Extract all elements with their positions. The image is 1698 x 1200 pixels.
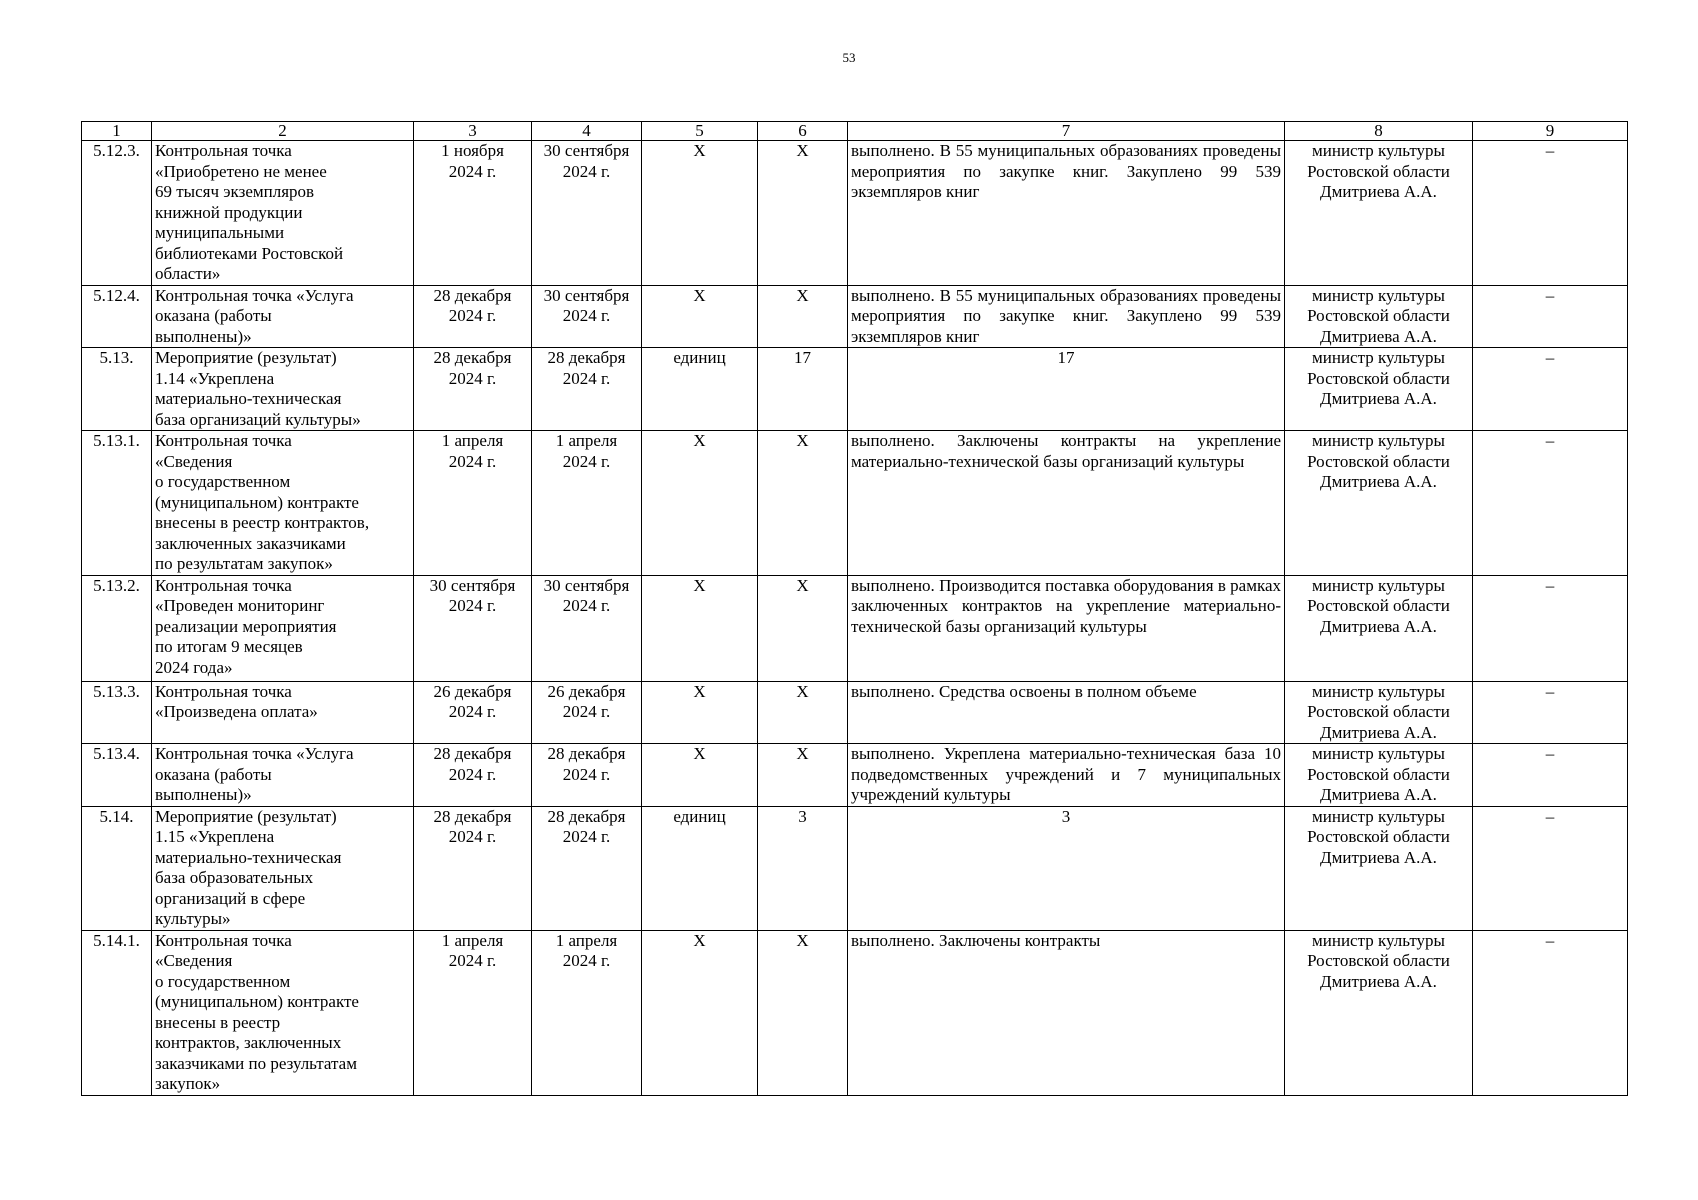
row-unit [642, 285, 758, 348]
row-plan-date-text: 28 декабря 2024 г. [433, 744, 512, 784]
header-cell-3: 3 [414, 122, 532, 141]
row-plan-date-text: 1 апреля 2024 г. [441, 431, 504, 471]
row-fact-date-text: 30 сентября 2024 г. [543, 141, 630, 181]
row-value-text: Х [796, 285, 809, 305]
row-value-text: Х [796, 681, 809, 701]
row-fact-date [532, 285, 642, 348]
row-fact-date-text: 26 декабря 2024 г. [547, 681, 626, 721]
row-value-text: Х [796, 575, 809, 595]
row-plan-date-text: 1 ноября 2024 г. [441, 141, 504, 181]
row-status-text: выполнено. В 55 муниципальных образованиях проведены мероприятия по закупке книг. Закуплено 99 539 экземпляров книг [851, 141, 1281, 201]
row-number-text: 5.13.4. [93, 744, 140, 763]
row-name [152, 681, 414, 744]
row-name-text: Контрольная точка «Сведения о государственном (муниципальном) контракте внесены в реестр контрактов, заключенных заказчиками по результатам закупок» [155, 431, 370, 573]
row-status-text: выполнено. В 55 муниципальных образованиях проведены мероприятия по закупке книг. Закуплено 99 539 экземпляров книг [851, 285, 1281, 346]
table-row [82, 575, 1628, 681]
row-number [82, 744, 152, 807]
table-row [82, 431, 1628, 576]
row-fact-date-text: 30 сентября 2024 г. [543, 285, 630, 325]
row-fact-date-text: 28 декабря 2024 г. [547, 348, 626, 388]
row-number-text: 5.13.1. [93, 431, 140, 450]
row-status-text: выполнено. Заключены контракты на укрепление материально-технической базы организаций культуры [851, 431, 1281, 471]
table-row [82, 285, 1628, 348]
row-name-text: Контрольная точка «Услуга оказана (работы выполнены)» [155, 285, 354, 346]
row-number [82, 930, 152, 1095]
row-number [82, 431, 152, 576]
row-status-text: выполнено. Средства освоены в полном объеме [851, 681, 1197, 701]
row-unit-text: Х [693, 431, 706, 450]
table-row [82, 348, 1628, 431]
row-plan-date [414, 681, 532, 744]
row-status-text: выполнено. Заключены контракты [851, 930, 1101, 950]
row-number-text: 5.13.2. [93, 575, 140, 595]
row-value-text: 3 [798, 806, 807, 826]
row-responsible-text: министр культуры Ростовской области Дмитриева А.А. [1307, 285, 1450, 346]
row-fact-date [532, 348, 642, 431]
row-plan-date [414, 930, 532, 1095]
row-fact-date-text: 1 апреля 2024 г. [555, 431, 618, 471]
row-number-text: 5.13.3. [93, 681, 140, 701]
row-number-text: 5.13. [99, 348, 134, 367]
row-unit [642, 431, 758, 576]
row-unit [642, 575, 758, 681]
row-fact-date-text: 1 апреля 2024 г. [555, 930, 618, 970]
row-unit [642, 806, 758, 930]
row-note [1473, 285, 1628, 348]
row-name-text: Мероприятие (результат) 1.15 «Укреплена материально-техническая база образовательных организаций в сфере культуры» [155, 806, 342, 928]
row-fact-date [532, 806, 642, 930]
row-responsible-text: министр культуры Ростовской области Дмитриева А.А. [1307, 348, 1450, 408]
row-name-text: Контрольная точка «Услуга оказана (работы выполнены)» [155, 744, 354, 804]
row-note-text: – [1545, 431, 1555, 450]
row-value-text: Х [796, 431, 809, 450]
row-responsible [1285, 930, 1473, 1095]
header-cell-6: 6 [758, 122, 848, 141]
row-status [848, 744, 1285, 807]
row-responsible-text: министр культуры Ростовской области Дмитриева А.А. [1307, 681, 1450, 742]
row-unit [642, 681, 758, 744]
row-note [1473, 348, 1628, 431]
row-fact-date [532, 744, 642, 807]
row-unit-text: Х [693, 930, 706, 950]
row-unit [642, 141, 758, 286]
row-note [1473, 575, 1628, 681]
row-plan-date-text: 30 сентября 2024 г. [429, 575, 516, 615]
row-unit-text: Х [693, 575, 706, 595]
row-unit-text: Х [693, 744, 706, 763]
row-plan-date [414, 806, 532, 930]
row-note-text: – [1545, 744, 1555, 763]
row-note [1473, 681, 1628, 744]
row-name [152, 806, 414, 930]
row-unit [642, 348, 758, 431]
row-value [758, 930, 848, 1095]
row-fact-date [532, 681, 642, 744]
header-cell-7: 7 [848, 122, 1285, 141]
row-name-text: Мероприятие (результат) 1.14 «Укреплена материально-техническая база организаций культуры» [155, 348, 361, 429]
header-row [82, 122, 1628, 141]
row-status [848, 348, 1285, 431]
row-status [848, 575, 1285, 681]
row-fact-date [532, 575, 642, 681]
row-unit-text: Х [693, 285, 706, 305]
row-plan-date [414, 141, 532, 286]
row-note [1473, 930, 1628, 1095]
row-name [152, 348, 414, 431]
header-cell-5: 5 [642, 122, 758, 141]
row-value [758, 744, 848, 807]
row-responsible-text: министр культуры Ростовской области Дмитриева А.А. [1307, 575, 1450, 636]
row-status-text: выполнено. Укреплена материально-техническая база 10 подведомственных учреждений и 7 муниципальных учреждений культуры [851, 744, 1281, 804]
row-plan-date [414, 575, 532, 681]
row-responsible-text: министр культуры Ростовской области Дмитриева А.А. [1307, 744, 1450, 804]
row-fact-date [532, 930, 642, 1095]
row-responsible [1285, 348, 1473, 431]
row-note-text: – [1545, 575, 1555, 595]
row-value-text: Х [796, 744, 809, 763]
row-responsible-text: министр культуры Ростовской области Дмитриева А.А. [1307, 806, 1450, 867]
row-note-text: – [1545, 285, 1555, 305]
row-unit-text: единиц [673, 806, 726, 826]
row-value-text: 17 [794, 348, 811, 367]
page-number: 53 [842, 50, 856, 65]
row-number [82, 285, 152, 348]
report-table [81, 121, 1628, 1096]
row-note-text: – [1545, 930, 1555, 950]
row-note-text: – [1545, 806, 1555, 826]
header-cell-2: 2 [152, 122, 414, 141]
row-plan-date-text: 28 декабря 2024 г. [433, 348, 512, 388]
row-value [758, 431, 848, 576]
row-unit-text: Х [693, 141, 706, 160]
row-status [848, 806, 1285, 930]
row-responsible [1285, 681, 1473, 744]
row-name-text: Контрольная точка «Приобретено не менее 69 тысяч экземпляров книжной продукции муниципальными библиотеками Ростовской области» [155, 141, 344, 283]
row-plan-date-text: 28 декабря 2024 г. [433, 806, 512, 846]
row-name [152, 141, 414, 286]
row-note [1473, 806, 1628, 930]
row-responsible [1285, 744, 1473, 807]
row-plan-date [414, 431, 532, 576]
row-note-text: – [1545, 681, 1555, 701]
row-note-text: – [1545, 348, 1555, 367]
row-number [82, 348, 152, 431]
row-value [758, 141, 848, 286]
row-value [758, 348, 848, 431]
row-responsible-text: министр культуры Ростовской области Дмитриева А.А. [1307, 431, 1450, 491]
row-value-text: Х [796, 141, 809, 160]
row-plan-date [414, 348, 532, 431]
header-cell-9: 9 [1473, 122, 1628, 141]
row-plan-date [414, 744, 532, 807]
row-number [82, 681, 152, 744]
row-name [152, 285, 414, 348]
row-status-text: 3 [1061, 806, 1071, 826]
row-unit [642, 930, 758, 1095]
table-row [82, 806, 1628, 930]
row-unit-text: Х [693, 681, 706, 701]
row-responsible-text: министр культуры Ростовской области Дмитриева А.А. [1307, 930, 1450, 991]
row-name [152, 431, 414, 576]
row-note [1473, 141, 1628, 286]
row-name [152, 575, 414, 681]
row-plan-date [414, 285, 532, 348]
row-number [82, 575, 152, 681]
row-number-text: 5.12.3. [93, 141, 140, 160]
row-fact-date [532, 431, 642, 576]
header-cell-1: 1 [82, 122, 152, 141]
row-number-text: 5.14.1. [93, 930, 140, 950]
table-row [82, 681, 1628, 744]
row-name-text: Контрольная точка «Сведения о государственном (муниципальном) контракте внесены в реестр контрактов, заключенных заказчиками по результатам закупок» [155, 930, 359, 1093]
row-unit [642, 744, 758, 807]
row-plan-date-text: 1 апреля 2024 г. [441, 930, 504, 970]
row-status-text: 17 [1057, 348, 1075, 367]
row-status [848, 681, 1285, 744]
row-responsible [1285, 141, 1473, 286]
row-fact-date-text: 28 декабря 2024 г. [547, 806, 626, 846]
table-row [82, 930, 1628, 1095]
header-cell-8: 8 [1285, 122, 1473, 141]
row-value-text: Х [796, 930, 809, 950]
table-row [82, 744, 1628, 807]
row-number-text: 5.14. [99, 806, 134, 826]
row-name [152, 744, 414, 807]
row-plan-date-text: 26 декабря 2024 г. [433, 681, 512, 721]
row-plan-date-text: 28 декабря 2024 г. [433, 285, 512, 325]
row-status [848, 930, 1285, 1095]
row-value [758, 575, 848, 681]
header-cell-4: 4 [532, 122, 642, 141]
row-name [152, 930, 414, 1095]
row-fact-date [532, 141, 642, 286]
row-fact-date-text: 30 сентября 2024 г. [543, 575, 630, 615]
row-status [848, 285, 1285, 348]
row-responsible [1285, 431, 1473, 576]
row-number-text: 5.12.4. [93, 285, 140, 305]
table-row [82, 141, 1628, 286]
row-responsible [1285, 806, 1473, 930]
row-fact-date-text: 28 декабря 2024 г. [547, 744, 626, 784]
row-number [82, 806, 152, 930]
row-status [848, 141, 1285, 286]
row-value [758, 681, 848, 744]
row-note [1473, 431, 1628, 576]
row-note [1473, 744, 1628, 807]
row-value [758, 285, 848, 348]
row-value [758, 806, 848, 930]
row-number [82, 141, 152, 286]
row-unit-text: единиц [673, 348, 726, 367]
row-responsible-text: министр культуры Ростовской области Дмитриева А.А. [1307, 141, 1450, 201]
row-responsible [1285, 575, 1473, 681]
row-status-text: выполнено. Производится поставка оборудования в рамках заключенных контрактов на укрепление материально-технической базы организаций культуры [851, 575, 1281, 636]
row-name-text: Контрольная точка «Произведена оплата» [155, 681, 318, 721]
row-name-text: Контрольная точка «Проведен мониторинг реализации мероприятия по итогам 9 месяцев 2024 года» [155, 575, 337, 677]
table-body [82, 141, 1628, 1096]
row-responsible [1285, 285, 1473, 348]
row-status [848, 431, 1285, 576]
row-note-text: – [1545, 141, 1555, 160]
